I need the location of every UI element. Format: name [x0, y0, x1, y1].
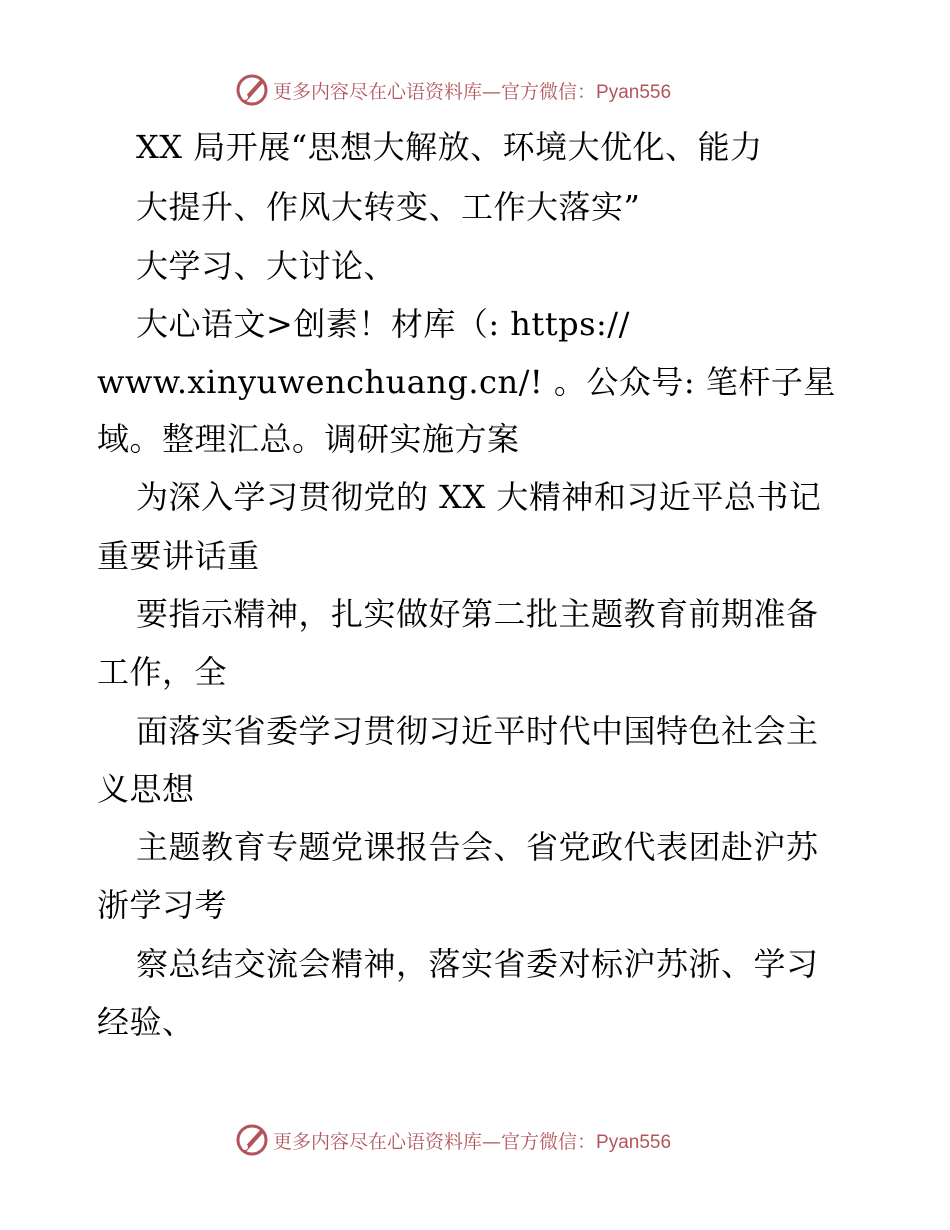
- document-line: 大提升、作风大转变、工作大落实”: [136, 188, 641, 226]
- document-line: 面落实省委学习贯彻习近平时代中国特色社会主: [136, 712, 819, 750]
- document-line: 主题教育专题党课报告会、省党政代表团赴沪苏: [136, 828, 819, 866]
- document-line: 大心语文>创素！材库（: https://: [136, 305, 630, 343]
- document-line: 重要讲话重: [97, 537, 260, 575]
- header-banner-text: 更多内容尽在心语资料库—官方微信：Pyan556: [273, 80, 672, 103]
- document-line: XX 局开展“思想大解放、环境大优化、能力: [136, 128, 763, 166]
- footer-wechat-account: Pyan556: [596, 1131, 672, 1153]
- document-line: 浙学习考: [97, 886, 228, 924]
- document-line: 经验、: [97, 1003, 195, 1041]
- footer-banner-text: 更多内容尽在心语资料库—官方微信：Pyan556: [273, 1130, 672, 1153]
- document-line: 察总结交流会精神，落实省委对标沪苏浙、学习: [136, 945, 819, 983]
- document-line: 要指示精神，扎实做好第二批主题教育前期准备: [136, 595, 819, 633]
- header-wechat-account: Pyan556: [596, 81, 672, 103]
- document-line: 为深入学习贯彻党的 XX 大精神和习近平总书记: [136, 478, 822, 516]
- document-line: 工作，全: [97, 653, 228, 691]
- document-line: 域。整理汇总。调研实施方案: [97, 420, 520, 458]
- document-line: 义思想: [97, 770, 195, 808]
- quill-logo-icon: [235, 1123, 269, 1157]
- footer-banner: [235, 1120, 671, 1160]
- document-line: www.xinyuwenchuang.cn/! 。公众号: 笔杆子星: [97, 363, 836, 401]
- document-line: 大学习、大讨论、: [136, 247, 397, 285]
